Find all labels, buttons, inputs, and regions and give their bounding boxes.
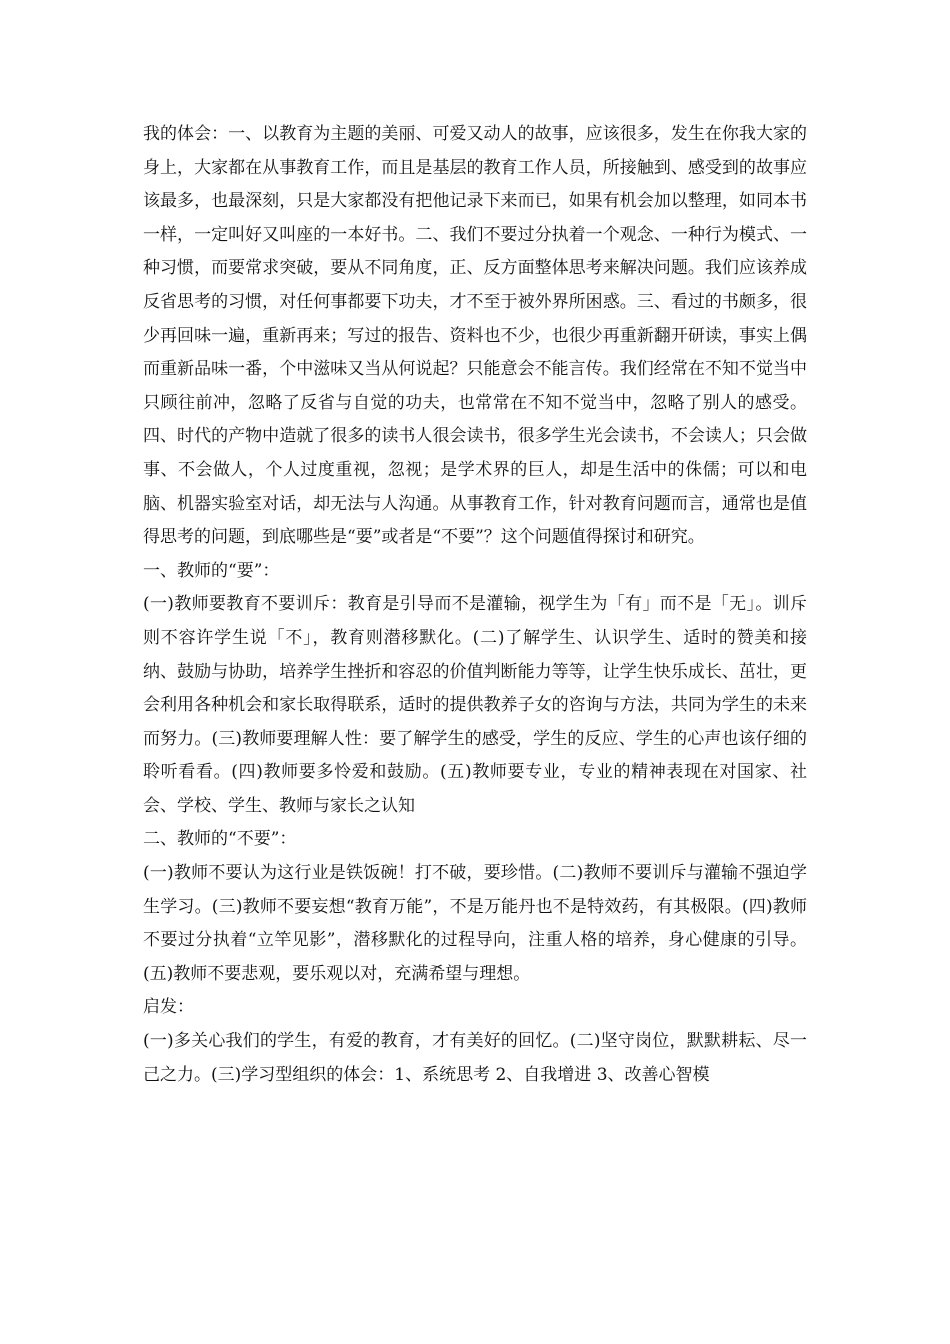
heading-teacher-dont: 二、教师的“不要”：	[143, 829, 297, 850]
heading-inspiration: 启发：	[143, 997, 194, 1018]
paragraph-teacher-dont: (一)教师不要认为这行业是铁饭碗！打不破，要珍惜。(二)教师不要训斥与灌输不强迫学生学习。(三)教师不要妄想“教育万能”，不是万能丹也不是特效药，有其极限。(四)教师不要过分执着“立竿见影”，潜移默化的过程导向，注重人格的培养，身心健康的引导。(五)教师不要悲观，要乐观以对，充满希望与理想。	[143, 863, 807, 984]
document-body	[143, 118, 807, 1092]
paragraph-teacher-do: (一)教师要教育不要训斥：教育是引导而不是灌输，视学生为「有」而不是「无」。训斥则不容许学生说「不」，教育则潜移默化。(二)了解学生、认识学生、适时的赞美和接纳、鼓励与协助，培养学生挫折和容忍的价值判断能力等等，让学生快乐成长、茁壮，更会利用各种机会和家长取得联系，适时的提供教养子女的咨询与方法，共同为学生的未来而努力。(三)教师要理解人性：要了解学生的感受，学生的反应、学生的心声也该仔细的聆听看看。(四)教师要多怜爱和鼓励。(五)教师要专业，专业的精神表现在对国家、社会、学校、学生、教师与家长之认知	[143, 594, 807, 816]
paragraph-reflections: 我的体会：一、以教育为主题的美丽、可爱又动人的故事，应该很多，发生在你我大家的身上，大家都在从事教育工作，而且是基层的教育工作人员，所接触到、感受到的故事应该最多，也最深刻，只是大家都没有把他记录下来而已，如果有机会加以整理，如同本书一样，一定叫好又叫座的一本好书。二、我们不要过分执着一个观念、一种行为模式、一种习惯，而要常求突破，要从不同角度，正、反方面整体思考来解决问题。我们应该养成反省思考的习惯，对任何事都要下功夫，才不至于被外界所困惑。三、看过的书颇多，很少再回味一遍，重新再来；写过的报告、资料也不少，也很少再重新翻开研读，事实上偶而重新品味一番，个中滋味又当从何说起？只能意会不能言传。我们经常在不知不觉当中只顾往前冲，忽略了反省与自觉的功夫，也常常在不知不觉当中，忽略了别人的感受。四、时代的产物中造就了很多的读书人很会读书，很多学生光会读书，不会读人；只会做事、不会做人，个人过度重视，忽视；是学术界的巨人，却是生活中的侏儒；可以和电脑、机器实验室对话，却无法与人沟通。从事教育工作，针对教育问题而言，通常也是值得思考的问题，到底哪些是“要”或者是“不要”？这个问题值得探讨和研究。	[143, 124, 807, 548]
heading-teacher-do: 一、教师的“要”：	[143, 560, 280, 581]
paragraph-inspiration: (一)多关心我们的学生，有爱的教育，才有美好的回忆。(二)坚守岗位，默默耕耘、尽一己之力。(三)学习型组织的体会：1、系统思考 2、自我增进 3、改善心智模	[143, 1031, 807, 1085]
